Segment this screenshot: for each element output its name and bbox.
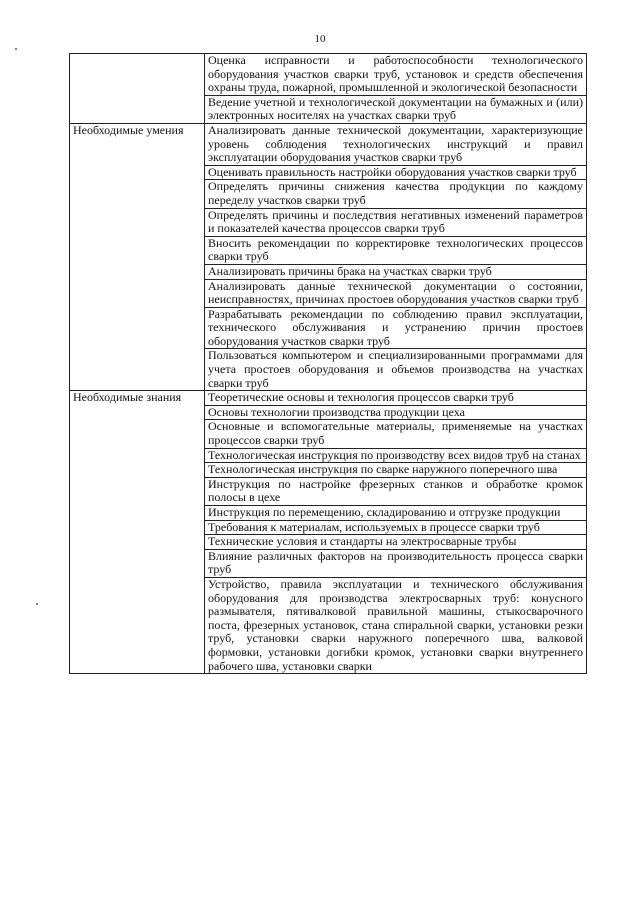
requirement-item: Определять причины и последствия негативных изменений параметров и показателей качества процессов сварки труб bbox=[205, 208, 587, 236]
section-label: Необходимые знания bbox=[70, 391, 205, 674]
requirement-item: Влияние различных факторов на производительность процесса сварки труб bbox=[205, 549, 587, 577]
requirements-table bbox=[69, 53, 587, 674]
table-row bbox=[70, 54, 587, 96]
requirement-item: Оценивать правильность настройки оборудования участков сварки труб bbox=[205, 165, 587, 180]
requirement-item: Разрабатывать рекомендации по соблюдению правил эксплуатации, технического обслуживания и устранению причин простоев оборудования участков сварки труб bbox=[205, 307, 587, 349]
section-label: Необходимые умения bbox=[70, 123, 205, 390]
requirement-item: Пользоваться компьютером и специализированными программами для учета простоев оборудования и объемов производства на участках сварки труб bbox=[205, 349, 587, 391]
scan-speck bbox=[36, 603, 38, 605]
requirement-item: Анализировать данные технической документации о состоянии, неисправностях, причинах простоев оборудования участков сварки труб bbox=[205, 279, 587, 307]
requirement-item: Технические условия и стандарты на электросварные трубы bbox=[205, 535, 587, 550]
requirement-item: Оценка исправности и работоспособности технологического оборудования участков сварки труб, установок и средств обеспечения охраны труда, пожарной, промышленной и экологической безопасности bbox=[205, 54, 587, 96]
section-label bbox=[70, 54, 205, 124]
requirement-item: Устройство, правила эксплуатации и технического обслуживания оборудования для производства электросварных труб: конусного размывателя, пятивалковой правильной машины, стыкосварочного поста, фрезерных установок, стана спиральной сварки, установки резки труб, установки сварки наружного поперечного шва, валковой формовки, установки догибки кромок, установки сварки внутреннего рабочего шва, установки сварки bbox=[205, 577, 587, 673]
requirement-item: Основные и вспомогательные материалы, применяемые на участках процессов сварки труб bbox=[205, 420, 587, 448]
requirement-item: Инструкция по настройке фрезерных станков и обработке кромок полосы в цехе bbox=[205, 477, 587, 505]
requirement-item: Основы технологии производства продукции цеха bbox=[205, 405, 587, 420]
requirement-item: Инструкция по перемещению, складированию и отгрузке продукции bbox=[205, 506, 587, 521]
requirement-item: Вносить рекомендации по корректировке технологических процессов сварки труб bbox=[205, 236, 587, 264]
requirement-item: Теоретические основы и технология процессов сварки труб bbox=[205, 391, 587, 406]
requirement-item: Требования к материалам, используемых в процессе сварки труб bbox=[205, 520, 587, 535]
requirement-item: Анализировать причины брака на участках сварки труб bbox=[205, 264, 587, 279]
requirement-item: Ведение учетной и технологической документации на бумажных и (или) электронных носителях на участках сварки труб bbox=[205, 95, 587, 123]
requirement-item: Определять причины снижения качества продукции по каждому переделу участков сварки труб bbox=[205, 180, 587, 208]
scan-speck bbox=[15, 48, 17, 50]
requirement-item: Технологическая инструкция по производству всех видов труб на станах bbox=[205, 448, 587, 463]
table-row bbox=[70, 391, 587, 406]
requirement-item: Технологическая инструкция по сварке наружного поперечного шва bbox=[205, 463, 587, 478]
requirement-item: Анализировать данные технической документации, характеризующие уровень соблюдения технологических инструкций и правил эксплуатации оборудования участков сварки труб bbox=[205, 123, 587, 165]
table-row bbox=[70, 123, 587, 165]
page-number: 10 bbox=[314, 33, 326, 45]
